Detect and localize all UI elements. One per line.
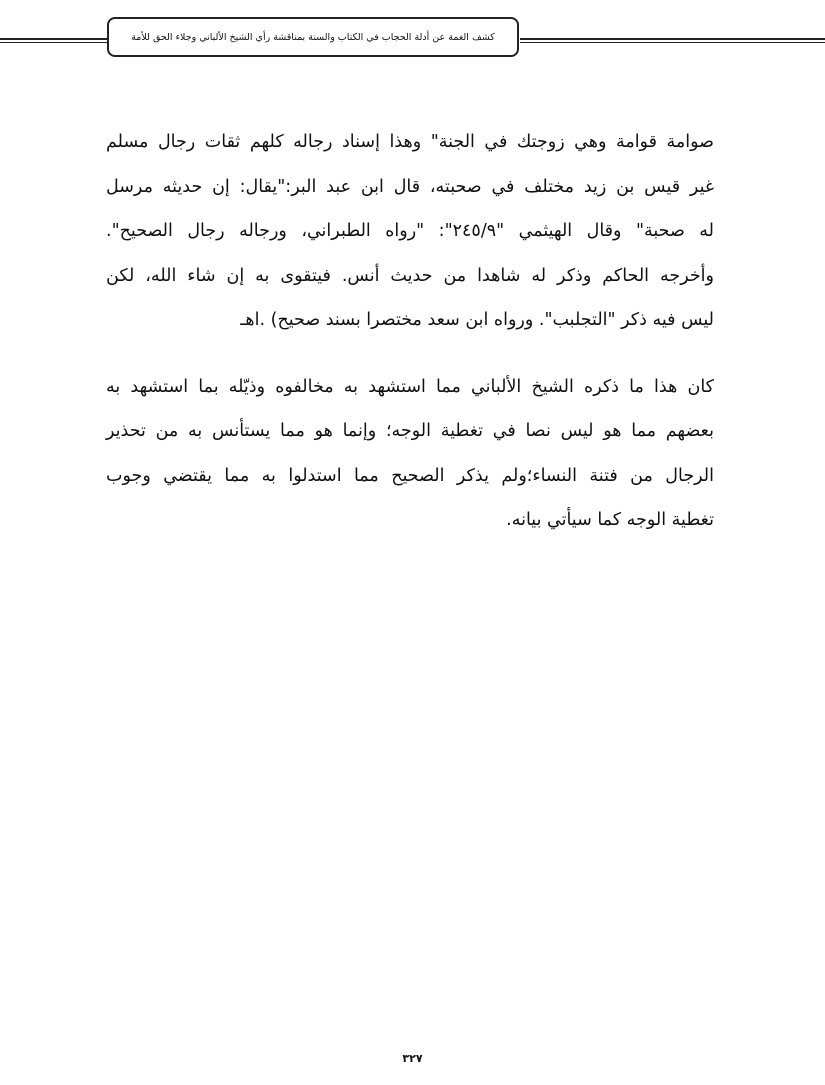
text-line: له صحبة" وقال الهيثمي "٢٤٥/٩": "رواه الطبراني، ورجاله رجال الصحيح". [106, 221, 714, 241]
text-line: غير قيس بن زيد مختلف في صحبته، قال ابن عبد البر:"يقال: إن حديثه مرسل [106, 176, 714, 197]
text-line: بعضهم مما هو ليس نصا في تغطية الوجه؛ وإنما هو مما يستأنس به من تحذير [106, 421, 714, 441]
book-title: كشف الغمة عن أدلة الحجاب في الكتاب والسنة بمناقشة رأي الشيخ الألباني وجلاء الحق للأمة [131, 31, 495, 43]
page-body [106, 120, 714, 543]
text-line: تغطية الوجه كما سيأتي بيانه. [506, 510, 714, 530]
header-rule-right [520, 38, 825, 40]
paragraph-1 [106, 120, 714, 343]
text-line: كان هذا ما ذكره الشيخ الألباني مما استشهد به مخالفوه وذيّله بما استشهد به [106, 376, 714, 397]
paragraph-2 [106, 365, 714, 543]
text-line: الرجال من فتنة النساء؛ولم يذكر الصحيح مما استدلوا به مما يقتضي وجوب [106, 465, 714, 486]
running-header [107, 17, 519, 57]
page-number: ٣٢٧ [402, 1052, 423, 1065]
header-rule-left [0, 38, 108, 40]
text-line: وأخرجه الحاكم وذكر له شاهدا من حديث أنس. فيتقوى به إن شاء الله، لكن [106, 265, 714, 286]
text-line: ليس فيه ذكر "التجلبب". ورواه ابن سعد مختصرا بسند صحيح) .اهـ [240, 310, 714, 330]
text-line: صوامة قوامة وهي زوجتك في الجنة" وهذا إسناد رجاله كلهم ثقات رجال مسلم [106, 132, 714, 152]
